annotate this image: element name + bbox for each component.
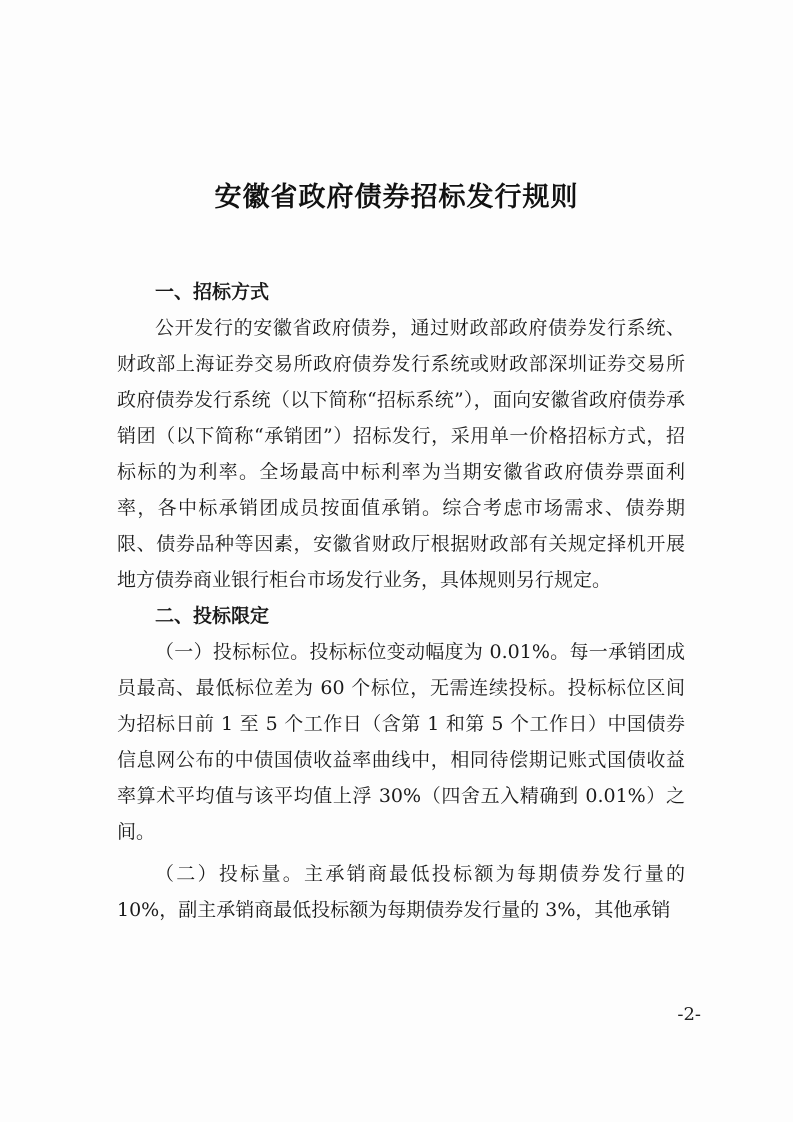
section-heading-2: 二、投标限定 — [155, 605, 270, 627]
section-1-paragraph-1: 公开发行的安徽省政府债券，通过财政部政府债券发行系统、财政部上海证券交易所政府债券发行系统或财政部深圳证券交易所政府债券发行系统（以下简称“招标系统”），面向安徽省政府债券承销团（以下简称“承销团”）招标发行，采用单一价格招标方式，招标标的为利率。全场最高中标利率为当期安徽省政府债券票面利率，各中标承销团成员按面值承销。综合考虑市场需求、债券期限、债券品种等因素，安徽省财政厅根据财政部有关规定择机开展地方债券商业银行柜台市场发行业务，具体规则另行规定。 — [117, 317, 685, 591]
section-heading-1: 一、招标方式 — [155, 281, 270, 303]
document-title: 安徽省政府债券招标发行规则 — [214, 182, 579, 213]
document-body — [117, 274, 685, 928]
section-2-paragraph-1: （一）投标标位。投标标位变动幅度为 0.01%。每一承销团成员最高、最低标位差为 60 个标位，无需连续投标。投标标位区间为招标日前 1 至 5 个工作日（含第 1 和第 5 个工作日）中国债券信息网公布的中债国债收益率曲线中，相同待偿期记账式国债收益率算术平均值与该平均值上浮 30%（四舍五入精确到 0.01%）之间。 — [117, 641, 685, 843]
page-number: -2- — [677, 1004, 701, 1025]
section-2-paragraph-2: （二）投标量。主承销商最低投标额为每期债券发行量的 10%，副主承销商最低投标额为每期债券发行量的 3%，其他承销 — [117, 863, 685, 921]
